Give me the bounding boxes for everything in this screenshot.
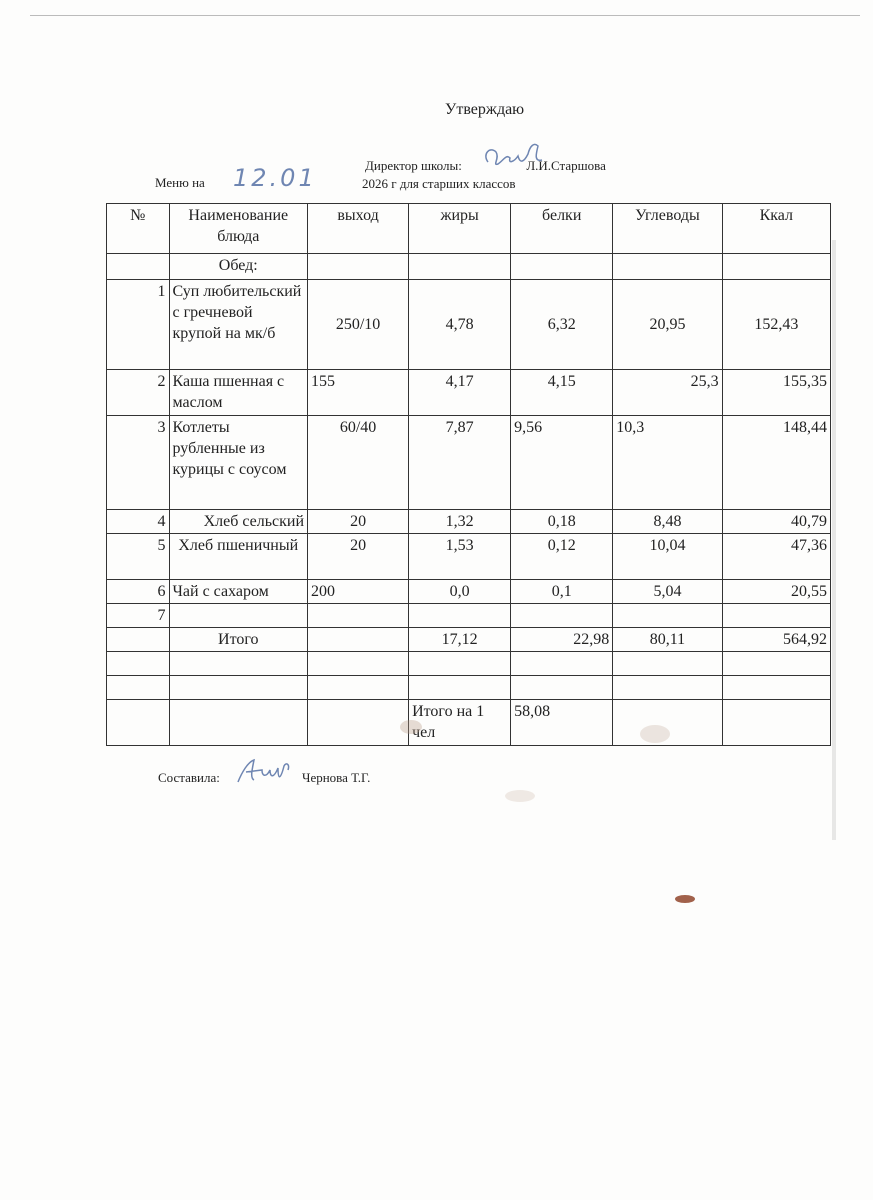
cell-kcal: 47,36 xyxy=(722,534,830,580)
cell-out: 200 xyxy=(308,580,409,604)
col-header-fat: жиры xyxy=(409,204,511,254)
cell-fat: 4,17 xyxy=(409,370,511,416)
cell-name: Котлеты рубленные из курицы с соусом xyxy=(169,416,308,510)
cell-num: 1 xyxy=(107,280,170,370)
total-protein: 22,98 xyxy=(511,628,613,652)
cell-kcal: 155,35 xyxy=(722,370,830,416)
per-person-row xyxy=(107,700,831,746)
scan-stain xyxy=(400,720,422,734)
compiled-label: Составила: xyxy=(158,770,220,785)
col-header-protein: белки xyxy=(511,204,613,254)
cell-kcal: 148,44 xyxy=(722,416,830,510)
handwritten-date: 12.01 xyxy=(233,164,317,192)
cell-fat: 1,53 xyxy=(409,534,511,580)
col-header-num: № xyxy=(107,204,170,254)
scan-edge-shadow xyxy=(832,240,836,840)
table-header-row xyxy=(107,204,831,254)
cell-carbs: 5,04 xyxy=(613,580,722,604)
col-header-name: Наименование блюда xyxy=(169,204,308,254)
cell-num: 4 xyxy=(107,510,170,534)
cell-out: 60/40 xyxy=(308,416,409,510)
cell-protein: 0,1 xyxy=(511,580,613,604)
cell-num: 3 xyxy=(107,416,170,510)
menu-subtitle: 2026 г для старших классов xyxy=(362,176,516,191)
total-label: Итого xyxy=(169,628,308,652)
scan-stain xyxy=(640,725,670,743)
scan-stain xyxy=(675,895,695,903)
cell-out: 250/10 xyxy=(308,280,409,370)
compiled-name: Чернова Т.Г. xyxy=(302,770,371,785)
cell-fat: 4,78 xyxy=(409,280,511,370)
cell-name: Хлеб пшеничный xyxy=(169,534,308,580)
col-header-carbs: Углеводы xyxy=(613,204,722,254)
cell-kcal: 152,43 xyxy=(722,280,830,370)
cell-name: Чай с сахаром xyxy=(169,580,308,604)
cell-protein: 0,12 xyxy=(511,534,613,580)
col-header-out: выход xyxy=(308,204,409,254)
total-fat: 17,12 xyxy=(409,628,511,652)
table-row xyxy=(107,604,831,628)
table-row xyxy=(107,280,831,370)
cell-protein: 4,15 xyxy=(511,370,613,416)
director-label: Директор школы: xyxy=(365,158,462,173)
cell-out: 155 xyxy=(308,370,409,416)
table-row xyxy=(107,510,831,534)
cell-name: Хлеб сельский xyxy=(169,510,308,534)
empty-row xyxy=(107,676,831,700)
cell-carbs: 10,3 xyxy=(613,416,722,510)
cell-name: Каша пшенная с маслом xyxy=(169,370,308,416)
director-signature xyxy=(478,140,548,176)
cell-out: 20 xyxy=(308,534,409,580)
cell-carbs: 20,95 xyxy=(613,280,722,370)
top-rule xyxy=(30,15,860,16)
cell-carbs: 8,48 xyxy=(613,510,722,534)
col-header-kcal: Ккал xyxy=(722,204,830,254)
cell-name: Суп любительский с гречневой крупой на мк/б xyxy=(169,280,308,370)
cell-carbs: 25,3 xyxy=(613,370,722,416)
cell-kcal: 20,55 xyxy=(722,580,830,604)
cell-protein: 9,56 xyxy=(511,416,613,510)
table-row xyxy=(107,534,831,580)
cell-fat: 1,32 xyxy=(409,510,511,534)
cell-num: 2 xyxy=(107,370,170,416)
approve-heading: Утверждаю xyxy=(445,101,525,118)
section-label: Обед: xyxy=(169,254,308,280)
cell-protein: 0,18 xyxy=(511,510,613,534)
cell-carbs: 10,04 xyxy=(613,534,722,580)
menu-label: Меню на xyxy=(155,175,205,190)
cell-num: 7 xyxy=(107,604,170,628)
table-row xyxy=(107,416,831,510)
director-name: Л.И.Старшова xyxy=(526,158,606,173)
scan-stain xyxy=(505,790,535,802)
cell-fat: 7,87 xyxy=(409,416,511,510)
total-carbs: 80,11 xyxy=(613,628,722,652)
empty-row xyxy=(107,652,831,676)
table-row xyxy=(107,580,831,604)
table-row xyxy=(107,370,831,416)
cell-out: 20 xyxy=(308,510,409,534)
total-kcal: 564,92 xyxy=(722,628,830,652)
compiler-signature xyxy=(232,756,294,788)
cell-fat: 0,0 xyxy=(409,580,511,604)
cell-num: 5 xyxy=(107,534,170,580)
section-row xyxy=(107,254,831,280)
cell-protein: 6,32 xyxy=(511,280,613,370)
total-row xyxy=(107,628,831,652)
menu-table xyxy=(106,203,831,746)
cell-num: 6 xyxy=(107,580,170,604)
per-person-label: Итого на 1 чел xyxy=(409,700,511,746)
cell-kcal: 40,79 xyxy=(722,510,830,534)
per-person-value: 58,08 xyxy=(511,700,613,746)
